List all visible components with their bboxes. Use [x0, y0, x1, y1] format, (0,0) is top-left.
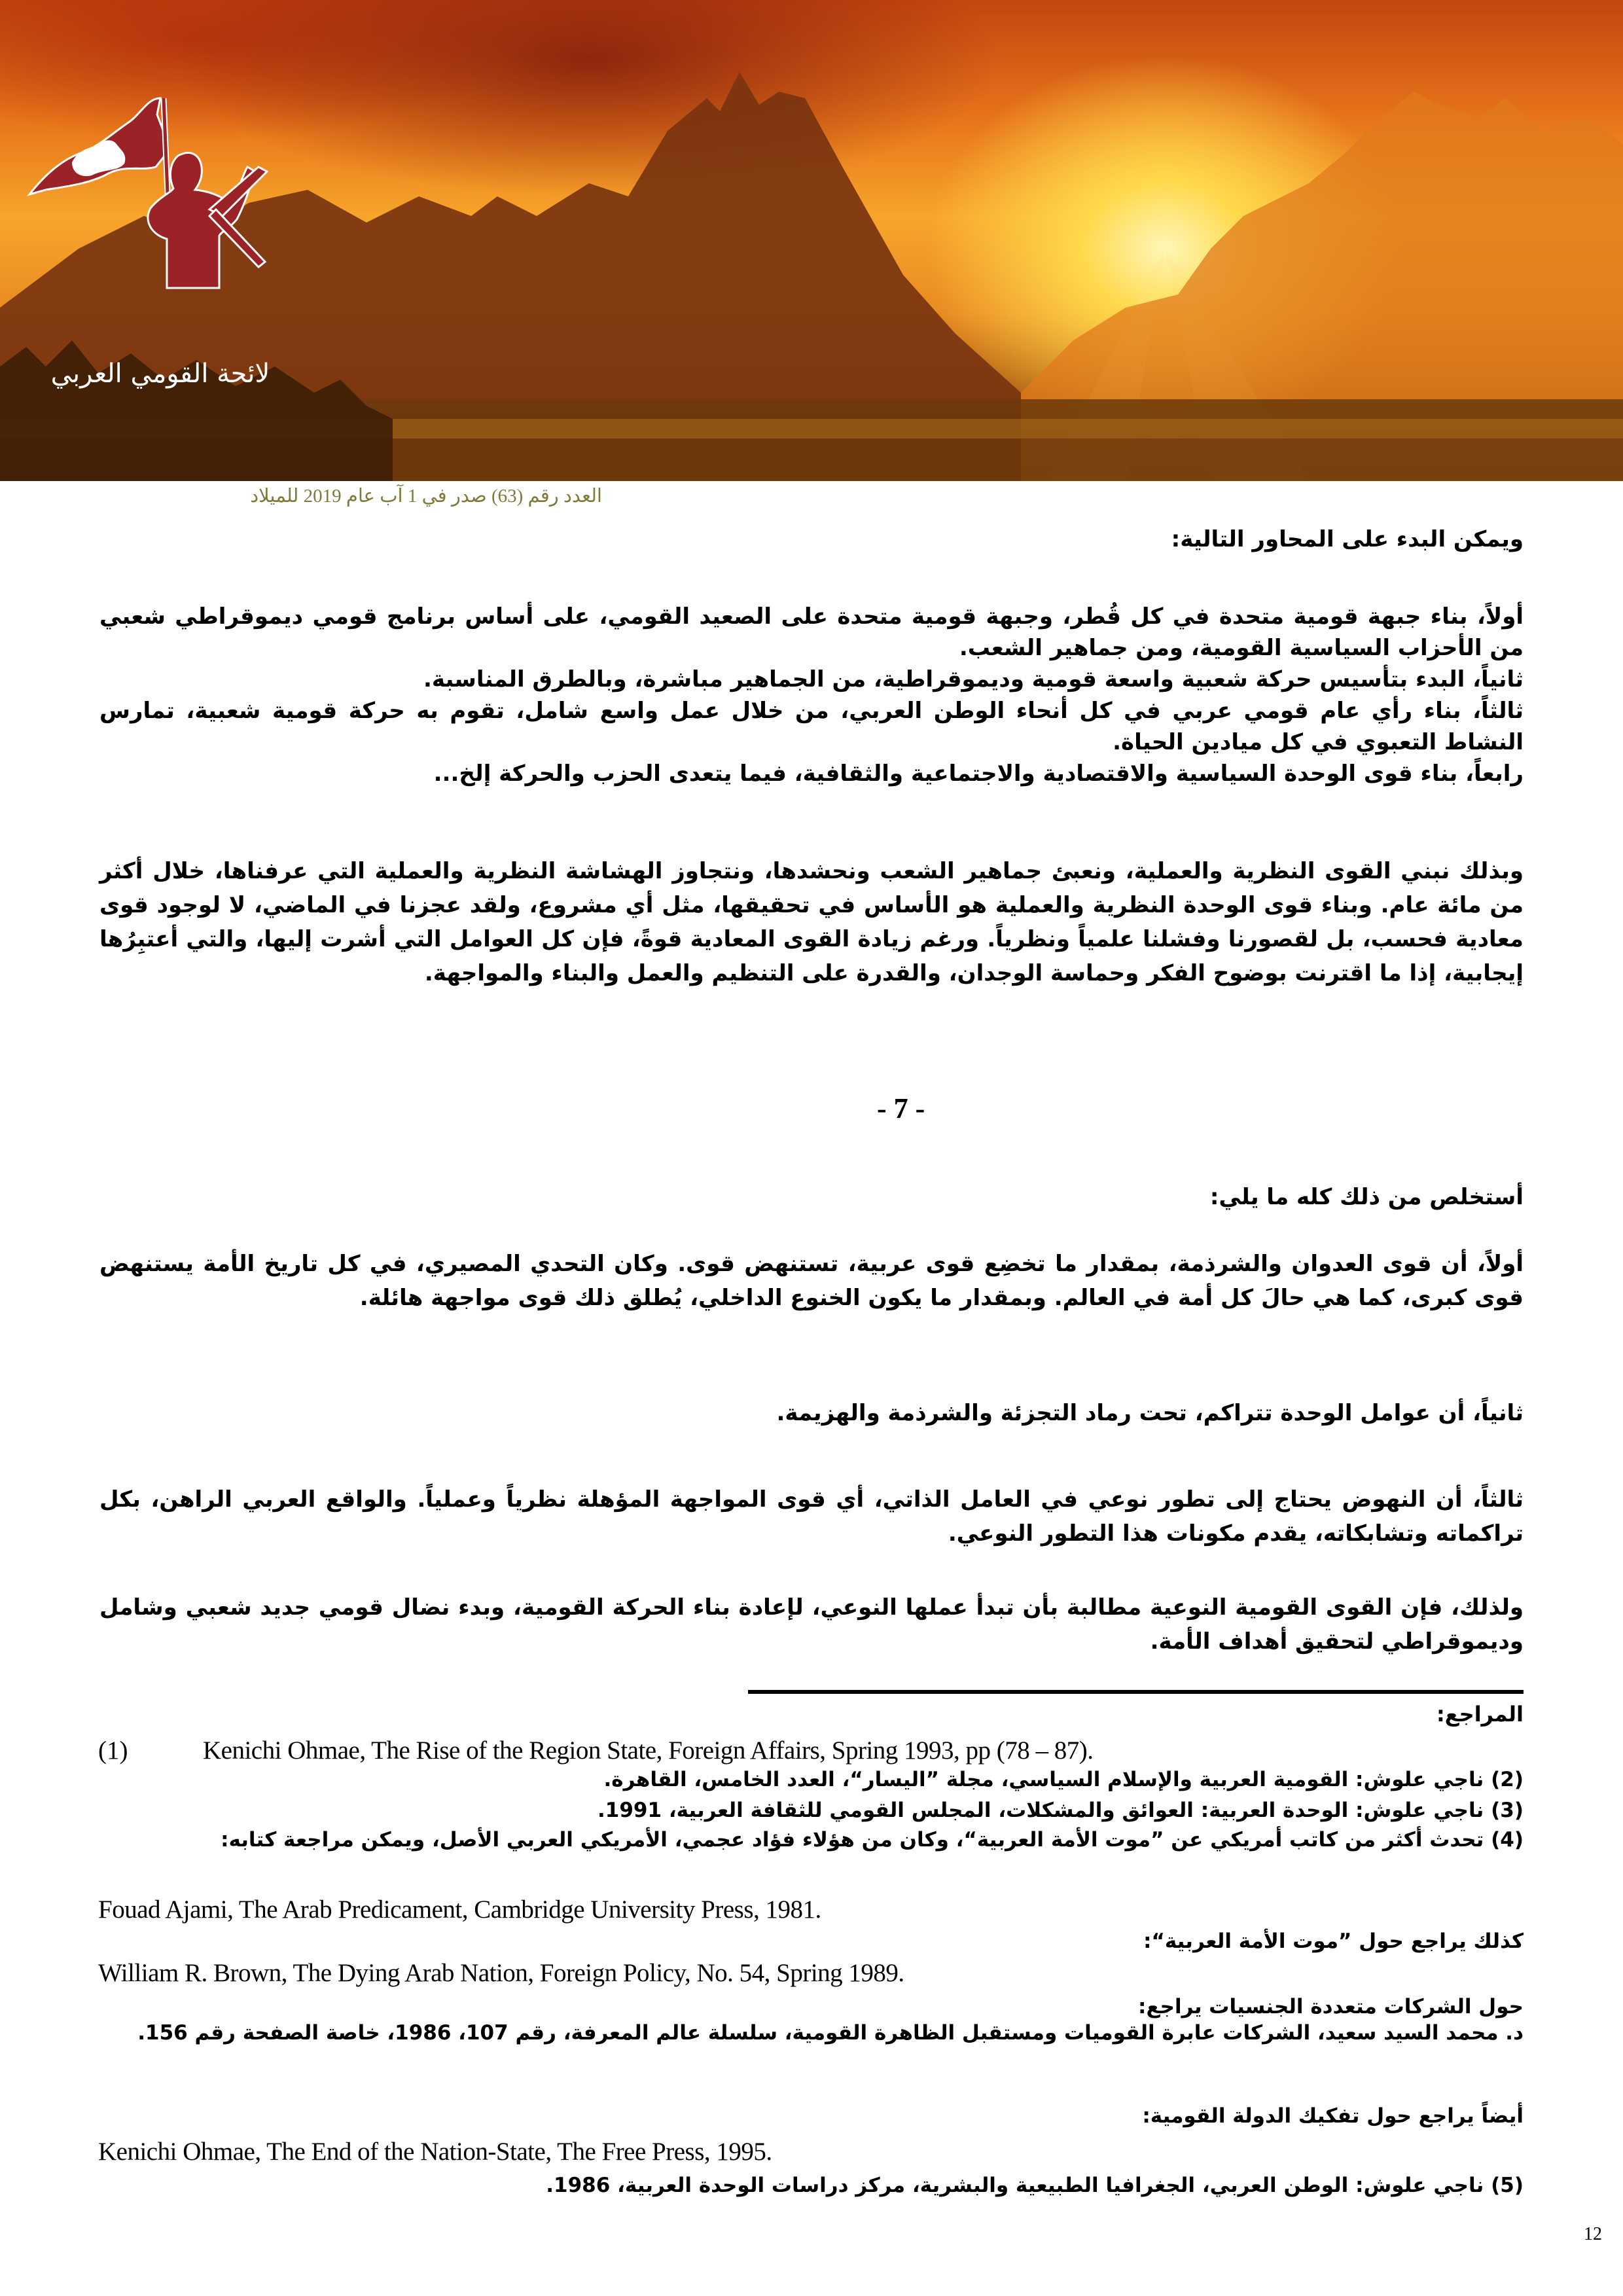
section1-item-4: رابعاً، بناء قوى الوحدة السياسية والاقتصادية والاجتماعية والثقافية، فيما يتعدى الحزب والحركة إلخ...: [433, 761, 1524, 787]
see-also-dying-nation-label: كذلك يراجع حول ”موت الأمة العربية“:: [1143, 1929, 1524, 1953]
section-marker: - 7 -: [877, 1092, 925, 1124]
reference-1-number: (1): [98, 1736, 128, 1765]
reference-1: Kenichi Ohmae, The Rise of the Region State, Foreign Affairs, Spring 1993, pp (78 – 87).: [203, 1736, 1094, 1765]
page-number: 12: [1584, 2224, 1602, 2244]
logo-title: لائحة القومي العربي: [50, 359, 270, 389]
section2-intro: أستخلص من ذلك كله ما يلي:: [1209, 1184, 1524, 1210]
footnote-divider: [748, 1690, 1524, 1694]
reference-ohmae-end: Kenichi Ohmae, The End of the Nation-State, The Free Press, 1995.: [98, 2138, 772, 2166]
see-also-multinationals-label: حول الشركات متعددة الجنسيات يراجع:: [1138, 1995, 1524, 2018]
section2-item-1: أولاً، أن قوى العدوان والشرذمة، بمقدار ما تخضِع قوى عربية، تستنهض قوى. وكان التحدي المصيري، في كل تاريخ الأمة يستنهض قوى كبرى، كما هي حالَ كل أمة في العالم. وبمقدار ما يكون الخنوع الداخلي، يُطلق ذلك قوى مواجهة هائلة.: [99, 1251, 1524, 1311]
section1-closing-paragraph: وبذلك نبني القوى النظرية والعملية، ونعبئ جماهير الشعب ونحشدها، ونتجاوز الهشاشة النظرية والعملية التي عرفناها، خلال أكثر من مائة عام. وبناء قوى الوحدة النظرية والعملية هو الأساس في تحقيقها، مثل أي مشروع، ولقد عجزنا في الماضي، لا لوجود قوى معادية فحسب، بل لقصورنا وفشلنا علمياً ونظرياً. ورغم زيادة القوى المعادية قوةً، فإن كل العوامل التي أشرت إليها، والتي أعتبِرُها إيجابية، إذا ما اقترنت بوضوح الفكر وحماسة الوجدان، والقدرة على التنظيم والعمل والبناء والمواجهة.: [99, 858, 1524, 986]
section1-item-3: ثالثاً، بناء رأي عام قومي عربي في كل أنحاء الوطن العربي، من خلال عمل واسع شامل، تقوم به حركة قومية شعبية، تمارس النشاط التعبوي في كل ميادين الحياة.: [99, 698, 1524, 755]
reference-2: (2) ناجي علوش: القومية العربية والإسلام السياسي، مجلة ”اليسار“، العدد الخامس، القاهرة.: [603, 1768, 1524, 1791]
reference-5: (5) ناجي علوش: الوطن العربي، الجغرافيا الطبيعية والبشرية، مركز دراسات الوحدة العربية، 1986.: [546, 2174, 1524, 2197]
mountain-landscape-image: [0, 0, 1623, 481]
issue-info: العدد رقم (63) صدر في 1 آب عام 2019 للميلاد: [250, 486, 602, 507]
section1-item-1: أولاً، بناء جبهة قومية متحدة في كل قُطر، وجبهة قومية متحدة على الصعيد القومي، على أساس برنامج قومي ديموقراطي شعبي من الأحزاب السياسية القومية، ومن جماهير الشعب.: [99, 603, 1524, 661]
reference-4: (4) تحدث أكثر من كاتب أمريكي عن ”موت الأمة العربية“، وكان من هؤلاء فؤاد عجمي، الأمريكي العربي الأصل، ويمكن مراجعة كتابه:: [221, 1828, 1524, 1852]
reference-brown: William R. Brown, The Dying Arab Nation, Foreign Policy, No. 54, Spring 1989.: [98, 1959, 904, 1987]
reference-4-english: Fouad Ajami, The Arab Predicament, Cambridge University Press, 1981.: [98, 1895, 821, 1924]
section2-item-3: ثالثاً، أن النهوض يحتاج إلى تطور نوعي في العامل الذاتي، أي قوى المواجهة المؤهلة نظرياً وعملياً. والواقع العربي الراهن، بكل تراكماته وتشابكاته، يقدم مكونات هذا التطور النوعي.: [99, 1486, 1524, 1547]
section2-item-2: ثانياً، أن عوامل الوحدة تتراكم، تحت رماد التجزئة والشرذمة والهزيمة.: [776, 1400, 1524, 1426]
reference-saeed: د. محمد السيد سعيد، الشركات عابرة القوميات ومستقبل الظاهرة القومية، سلسلة عالم المعرفة، رقم 107، 1986، خاصة الصفحة رقم 156.: [137, 2021, 1524, 2045]
references-title: المراجع:: [1436, 1702, 1524, 1727]
reference-3: (3) ناجي علوش: الوحدة العربية: العوائق والمشكلات، المجلس القومي للثقافة العربية، 1991.: [597, 1799, 1524, 1822]
section2-item-4: ولذلك، فإن القوى القومية النوعية مطالبة بأن تبدأ عملها النوعي، لإعادة بناء الحركة القومية، وبدء نضال قومي جديد شعبي وشامل وديموقراطي لتحقيق أهداف الأمة.: [99, 1594, 1524, 1655]
see-also-nation-state-label: أيضاً يراجع حول تفكيك الدولة القومية:: [1142, 2104, 1524, 2128]
section1-intro: ويمكن البدء على المحاور التالية:: [1171, 526, 1524, 552]
section1-item-2: ثانياً، البدء بتأسيس حركة شعبية واسعة قومية وديموقراطية، من الجماهير مباشرة، وبالطرق المناسبة.: [423, 666, 1524, 692]
header-banner: [0, 0, 1623, 481]
